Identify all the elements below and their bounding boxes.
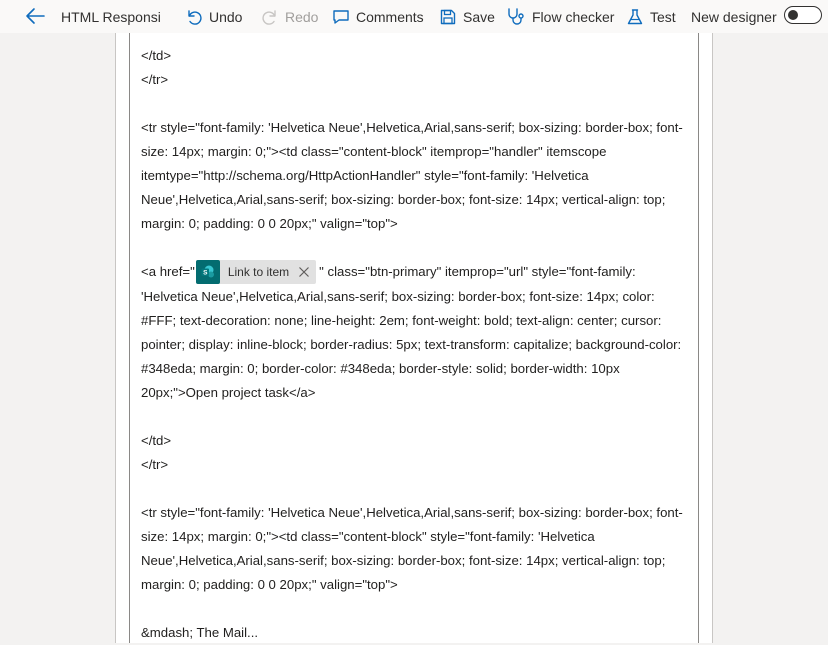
svg-text:S: S — [202, 269, 208, 277]
code-line: </td> — [141, 432, 172, 448]
code-line: </tr> — [141, 456, 169, 472]
stethoscope-icon — [506, 7, 526, 27]
code-line: </td> — [141, 48, 172, 63]
redo-button[interactable] — [261, 0, 318, 33]
flow-checker-button[interactable] — [506, 0, 614, 33]
anchor-prefix: <a href=" — [141, 264, 195, 279]
flask-icon — [626, 8, 644, 26]
sharepoint-icon — [196, 260, 220, 284]
back-button[interactable] — [24, 6, 46, 26]
save-icon — [439, 8, 457, 26]
token-label: Link to item — [227, 264, 290, 279]
save-label: Save — [463, 8, 495, 25]
redo-icon — [261, 8, 279, 26]
comments-label: Comments — [356, 8, 424, 25]
anchor-suffix: " class="btn-primary" itemprop="url" style="font-family: 'Helvetica Neue',Helvetica,Arial,sans-serif; box-sizing: border-box; font-size: 14px; color: #FFF; text-decoration: none; line-height: 2em; font-weight: bold; text-align: center; cursor: pointer; display: inline-block; border-radius: 5px; text-transform: capitalize; background-color: #348eda; margin: 0; border-color: #348eda; border-style: solid; border-width: 10px 20px;">Open project task</a> — [141, 264, 682, 400]
comments-button[interactable] — [332, 0, 424, 33]
undo-button[interactable] — [185, 0, 242, 33]
back-arrow-icon — [24, 6, 46, 26]
code-paragraph-anchor — [141, 260, 691, 405]
toggle-knob — [788, 10, 798, 20]
code-line: </tr> — [141, 72, 169, 87]
flow-title: HTML Responsi — [61, 8, 161, 25]
new-designer-toggle[interactable] — [784, 6, 822, 24]
code-paragraph: <tr style="font-family: 'Helvetica Neue',Helvetica,Arial,sans-serif; box-sizing: border-box; font-size: 14px; margin: 0;"><td class="content-block" style="font-family: 'Helvetica Neue',Helvetica,Arial,sans-serif; box-sizing: border-box; font-size: 14px; vertical-align: top; margin: 0; padding: 0 0 20px;" valign="top"> — [141, 504, 683, 592]
undo-label: Undo — [209, 8, 243, 25]
code-line-partial: &mdash; The Mail... — [141, 624, 259, 640]
test-button[interactable] — [626, 0, 676, 33]
editor-content — [141, 44, 691, 645]
test-label: Test — [650, 8, 676, 25]
remove-token-icon[interactable] — [298, 266, 316, 278]
new-designer-label: New designer — [691, 8, 777, 25]
redo-label: Redo — [285, 8, 319, 25]
undo-icon — [185, 8, 203, 26]
flow-checker-label: Flow checker — [532, 8, 615, 25]
save-button[interactable] — [439, 0, 495, 33]
command-bar — [0, 0, 828, 33]
comment-icon — [332, 8, 350, 26]
code-paragraph: <tr style="font-family: 'Helvetica Neue',Helvetica,Arial,sans-serif; box-sizing: border-box; font-size: 14px; margin: 0;"><td class="content-block" itemprop="handler" itemscope itemtype="http://schema.org/HttpActionHandler" style="font-family: 'Helvetica Neue',Helvetica,Arial,sans-serif; box-sizing: border-box; font-size: 14px; vertical-align: top; margin: 0; padding: 0 0 20px;" valign="top"> — [141, 120, 683, 231]
dynamic-content-token[interactable] — [196, 260, 316, 284]
